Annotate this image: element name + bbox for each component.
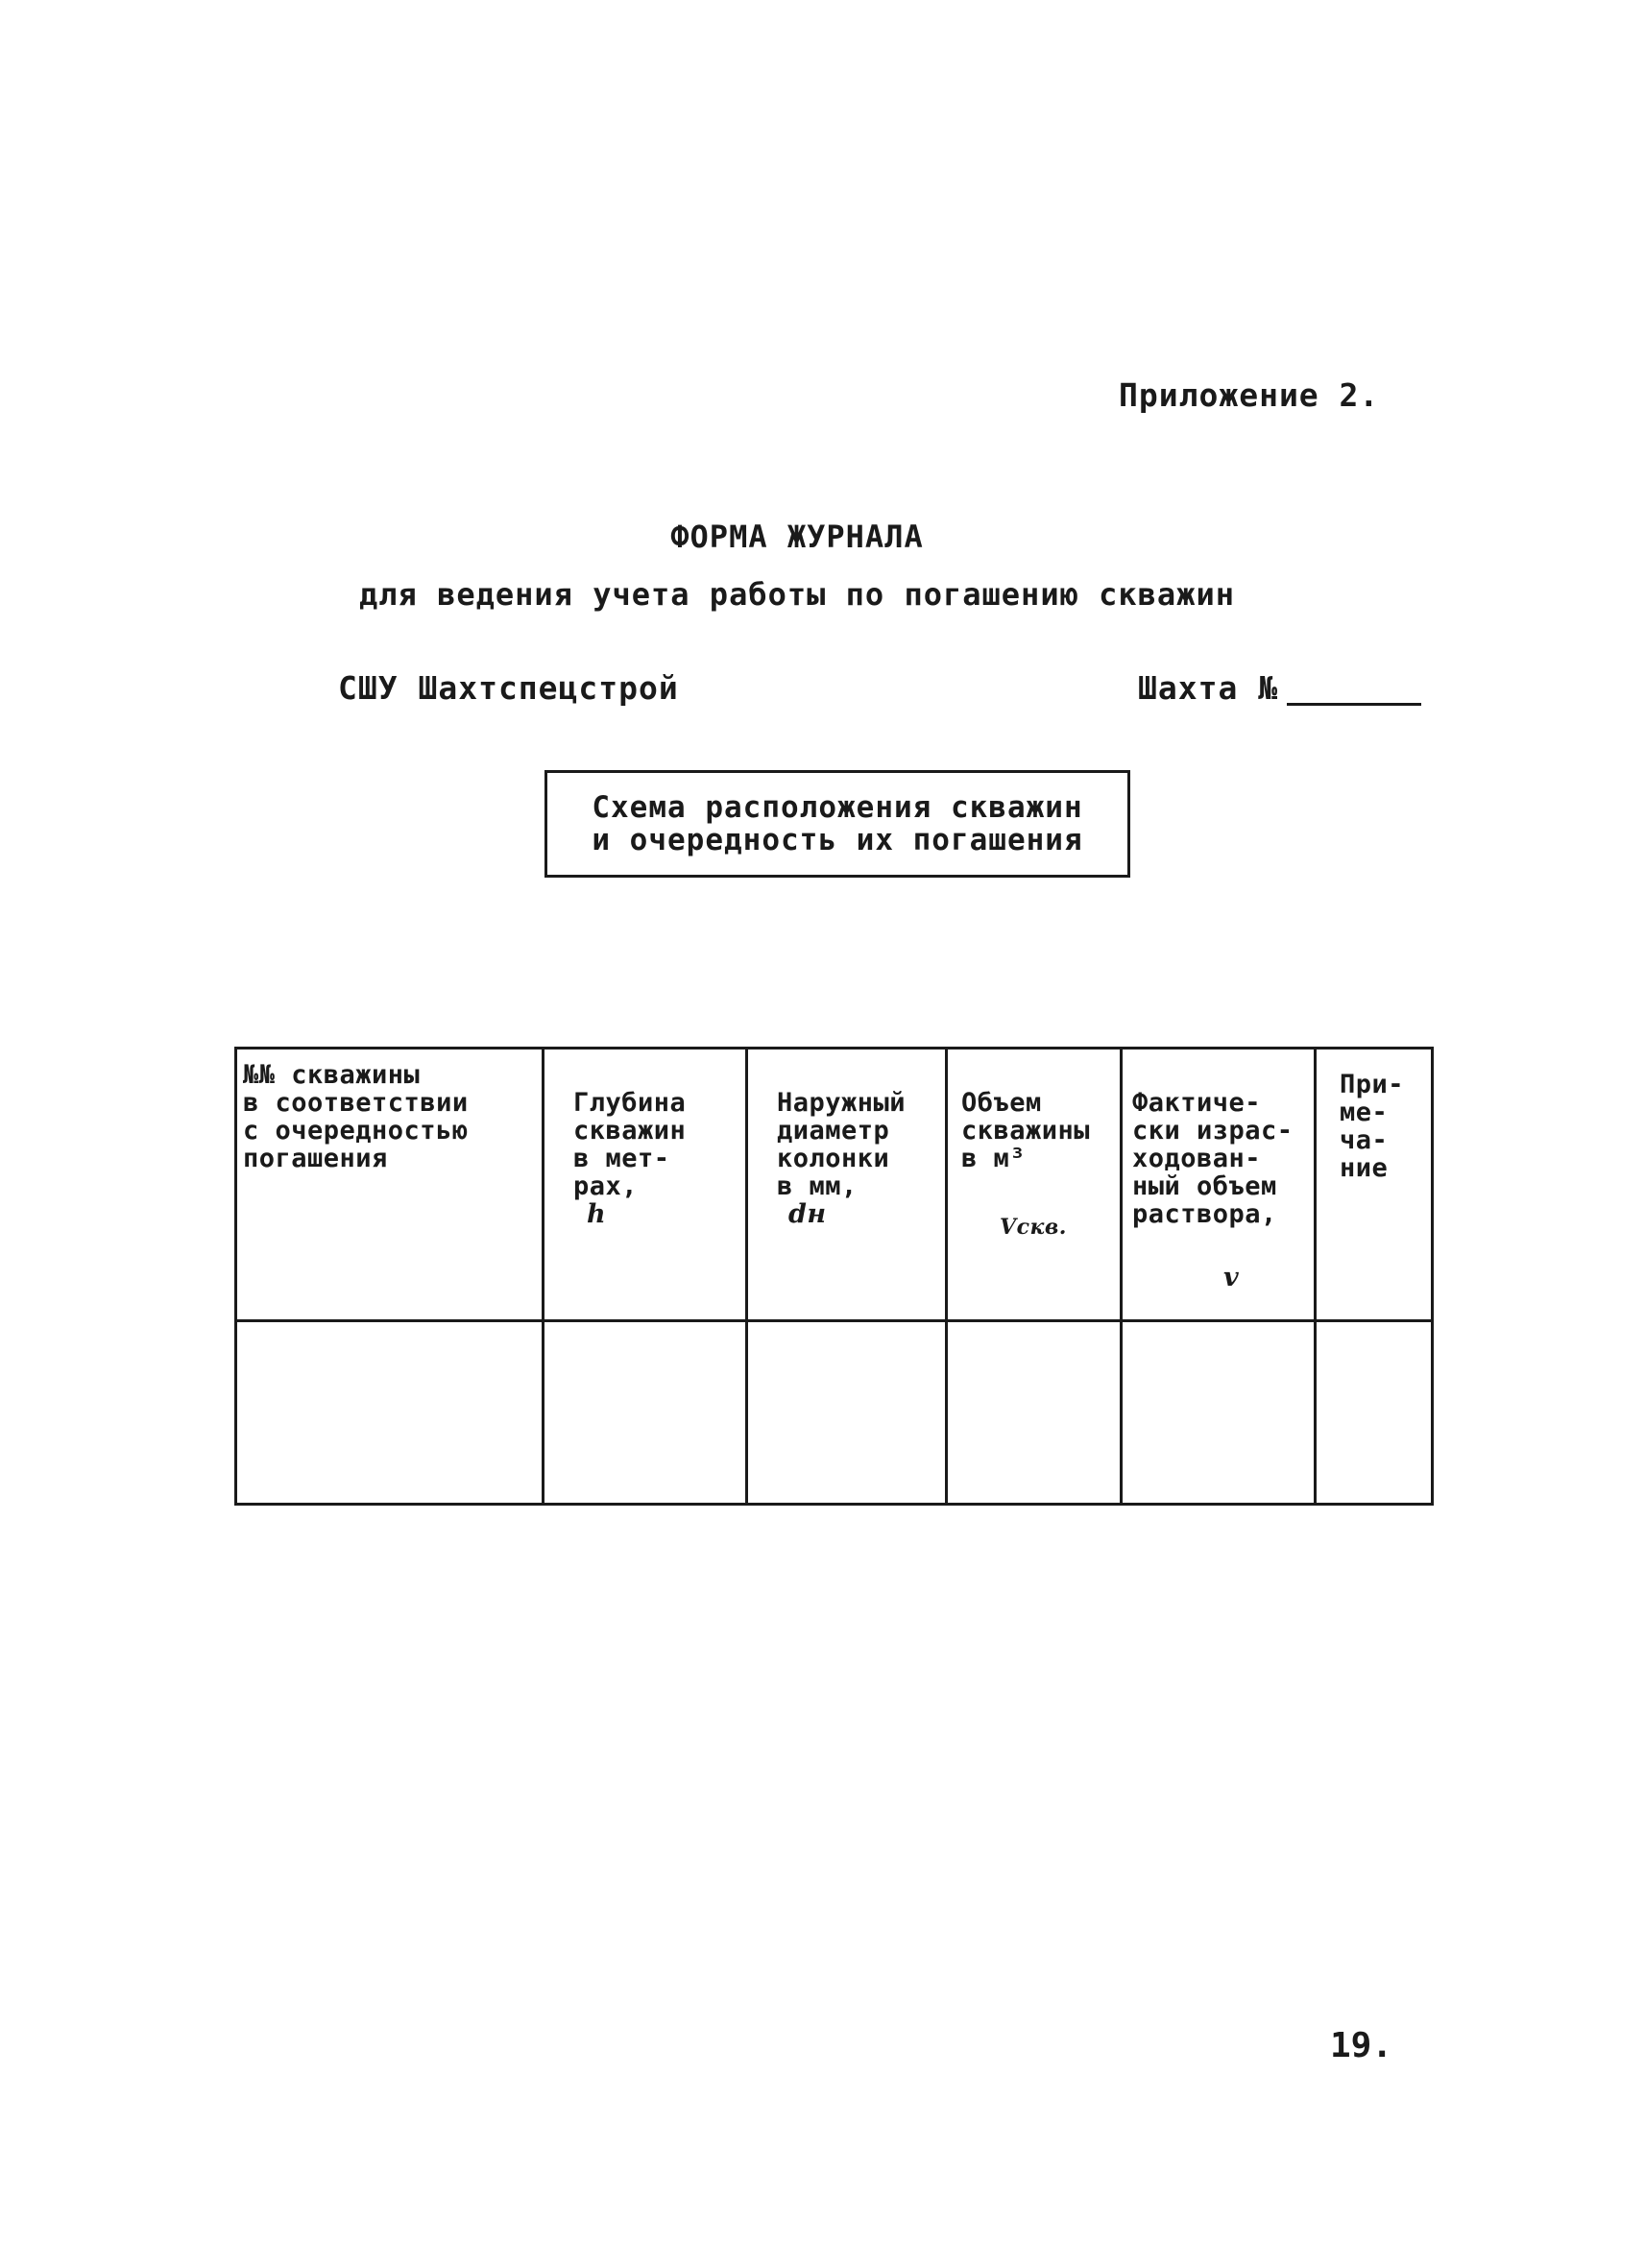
header-depth xyxy=(544,1049,747,1321)
table-cell[interactable] xyxy=(544,1321,747,1505)
organization-name: СШУ Шахтспецстрой xyxy=(338,669,679,707)
header-well-number-text: №№ скважины в соответствии с очередностью погашения xyxy=(243,1060,469,1173)
table-header-row xyxy=(236,1049,1433,1321)
mine-number-blank-line xyxy=(1287,703,1421,706)
table-cell[interactable] xyxy=(747,1321,947,1505)
table-row xyxy=(236,1321,1433,1505)
scheme-box-line-2: и очередность их погашения xyxy=(592,823,1083,857)
scheme-box xyxy=(544,770,1130,878)
header-notes-text: При- ме- ча- ние xyxy=(1340,1070,1405,1183)
header-volume-text: Объем скважины в м³ xyxy=(961,1088,1091,1173)
header-volume xyxy=(947,1049,1122,1321)
symbol-dn: dн xyxy=(788,1199,827,1229)
header-diameter xyxy=(747,1049,947,1321)
table-cell[interactable] xyxy=(1316,1321,1433,1505)
table-cell[interactable] xyxy=(947,1321,1122,1505)
header-well-number xyxy=(236,1049,544,1321)
symbol-vskv: Vскв. xyxy=(1000,1215,1067,1240)
header-actual-volume xyxy=(1122,1049,1316,1321)
form-subtitle: для ведения учета работы по погашению скважин xyxy=(359,576,1235,613)
header-notes xyxy=(1316,1049,1433,1321)
scheme-box-line-1: Схема расположения скважин xyxy=(592,790,1083,825)
table-cell[interactable] xyxy=(236,1321,544,1505)
header-depth-text: Глубина скважин в мет- рах, xyxy=(573,1088,687,1201)
header-diameter-text: Наружный диаметр колонки в мм, xyxy=(777,1088,907,1201)
appendix-label: Приложение 2. xyxy=(1119,376,1380,414)
page-number: 19. xyxy=(1330,2026,1393,2065)
form-title: ФОРМА ЖУРНАЛА xyxy=(670,519,924,555)
symbol-h: h xyxy=(587,1199,607,1229)
symbol-v: v xyxy=(1223,1263,1240,1292)
mine-label: Шахта № xyxy=(1138,669,1279,707)
header-actual-volume-text: Фактиче- ски израс- ходован- ный объем раствора, xyxy=(1132,1088,1294,1229)
journal-table xyxy=(234,1047,1434,1506)
table-cell[interactable] xyxy=(1122,1321,1316,1505)
